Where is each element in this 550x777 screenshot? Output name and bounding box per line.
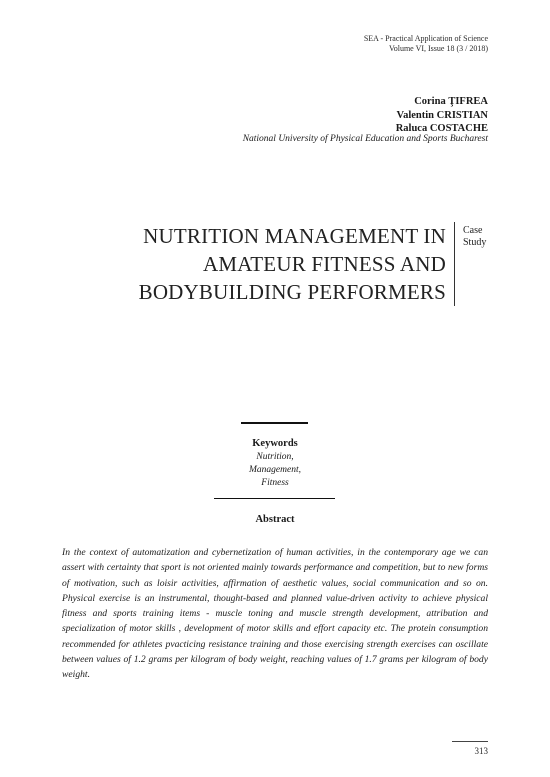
title-line: NUTRITION MANAGEMENT IN xyxy=(143,224,446,248)
keywords-heading: Keywords xyxy=(252,438,298,449)
article-type-label xyxy=(463,225,486,249)
keyword-item: Fitness xyxy=(261,478,289,488)
keyword-item: Nutrition, xyxy=(256,452,294,462)
article-type-line: Case xyxy=(463,225,483,236)
page-number: 313 xyxy=(474,746,488,756)
paper-title xyxy=(139,222,455,306)
journal-name: SEA - Practical Application of Science xyxy=(363,34,488,43)
abstract-heading: Abstract xyxy=(255,514,295,525)
journal-volume: Volume VI, Issue 18 (3 / 2018) xyxy=(388,44,488,53)
keywords-bottom-divider xyxy=(214,498,335,499)
page-number-divider xyxy=(452,741,488,742)
keywords-top-divider xyxy=(241,422,308,424)
title-line: BODYBUILDING PERFORMERS xyxy=(138,280,446,304)
keywords-section xyxy=(0,437,550,490)
keyword-item: Management, xyxy=(249,465,301,475)
author-name: Raluca COSTACHE xyxy=(395,123,488,134)
author-name: Valentin CRISTIAN xyxy=(396,109,488,121)
journal-header xyxy=(364,34,488,54)
abstract-body: In the context of automatization and cybernetization of human activities, in the contemporary age we can assert with certainty that sport is not oriented mainly towards performance and competition, but to new forms of motivation, such as loisir activities, affirmation of aesthetic values, social communication and so on. Physical exercise is an instrumental, thought-based and planned value-driven activity to achieve physical fitness and sports training items - muscle toning and muscle strength development, attribution and specialization of motor skills , development of motor skills and effort capacity etc. The protein consumption recommended for athletes pvacticing resistance training and those exercising strength exercises can oscillate between values of 1.2 grams per kilogram of body weight, reaching values of 1.7 grams per kilogram of body weight. xyxy=(62,547,488,681)
author-name: Corina ŢIFREA xyxy=(414,96,488,107)
author-list xyxy=(396,95,488,136)
article-type-line: Study xyxy=(463,237,487,248)
affiliation: National University of Physical Education and Sports Bucharest xyxy=(242,134,488,144)
title-line: AMATEUR FITNESS AND xyxy=(203,252,446,276)
